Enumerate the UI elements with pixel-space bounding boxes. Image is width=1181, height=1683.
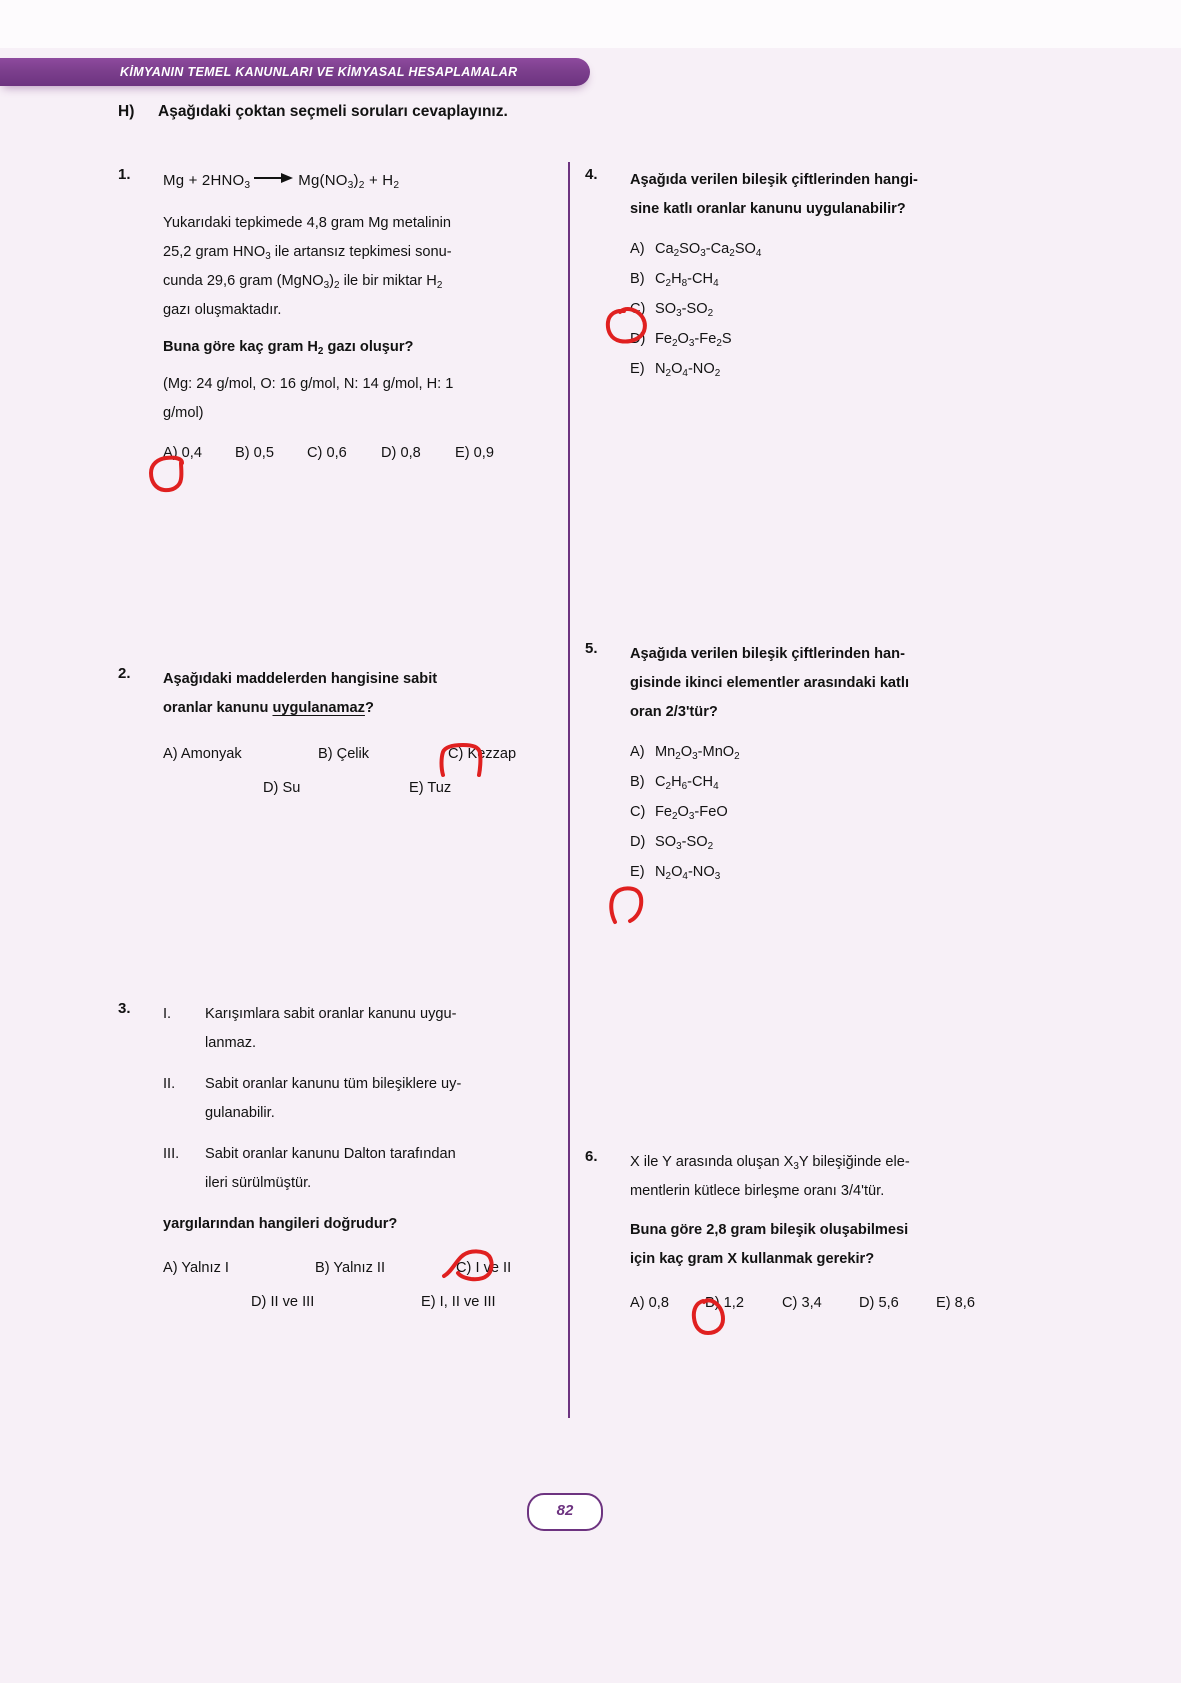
question-2-stem-line-2 [163,694,558,723]
q5-b-label: B) [630,774,645,790]
question-4-option-e[interactable] [630,354,1028,384]
q1-l3-a: cunda 29,6 gram (MgNO [163,273,324,289]
question-3-option-a[interactable]: A) Yalnız I [163,1260,229,1276]
question-6-stem-line-1 [630,1148,1028,1177]
question-3-number: 3. [118,1000,131,1017]
question-5-option-c[interactable] [630,797,1028,827]
question-4-option-b[interactable] [630,264,1028,294]
question-5 [585,640,1025,887]
question-5-stem-line-3: oran 2/3'tür? [630,704,718,720]
eq-product-c-sub: 2 [393,180,400,192]
question-3-item-2 [163,1070,558,1128]
q4-c-label: C) [630,301,646,317]
question-3-option-b[interactable]: B) Yalnız II [315,1260,386,1276]
q1-prompt-a: Buna göre kaç gram H [163,339,318,355]
q5-b-formula: $C_2H_6-CH_4$ [655,774,719,792]
chapter-banner [0,58,590,86]
question-4-number: 4. [585,166,598,183]
question-6-option-b[interactable]: B) 1,2 [705,1295,744,1311]
question-5-option-e[interactable] [630,857,1028,887]
question-4-stem-line-1: Aşağıda verilen bileşik çiftlerinden hangi- [630,172,918,188]
question-6-body [630,1148,1028,1318]
q1-l3-sub3: 2 [436,279,443,291]
page-top-margin [0,0,1181,48]
question-1-options [163,438,558,468]
question-6-option-a[interactable]: A) 0,8 [630,1295,669,1311]
question-1-option-e[interactable]: E) 0,9 [455,445,494,461]
q4-d-label: D) [630,331,646,347]
question-3-options-row-1 [163,1251,558,1285]
question-3-item-1-line-2: lanmaz. [205,1035,257,1051]
question-5-body [630,640,1028,887]
question-2-options-row-2 [163,771,558,805]
question-3-prompt: yargılarından hangileri doğrudur? [163,1216,398,1232]
question-1-text-line-1: Yukarıdaki tepkimede 4,8 gram Mg metalinin [163,215,451,231]
q2-stem-underlined: uygulanamaz [272,700,365,716]
question-2-stem-line-1: Aşağıdaki maddelerden hangisine sabit [163,671,438,687]
q1-l2-a: 25,2 gram HNO [163,244,266,260]
q6-stem-a: X ile Y arasında oluşan X [630,1154,794,1170]
question-6-prompt-line-2: için kaç gram X kullanmak gerekir? [630,1251,875,1267]
question-1-equation [163,166,558,195]
section-heading [118,103,878,121]
question-4-option-c[interactable] [630,294,1028,324]
q5-d-formula: $SO_3-SO_2$ [655,834,714,852]
eq-reactant-sub: 3 [244,180,251,192]
question-3-item-1-line-1: Karışımlara sabit oranlar kanunu uygu- [205,1006,457,1022]
question-2-option-c[interactable]: C) Kezzap [448,746,517,762]
question-3-item-2-roman: II. [163,1076,176,1092]
question-3-item-3-line-2: ileri sürülmüştür. [205,1175,312,1191]
q5-c-label: C) [630,804,646,820]
reaction-arrow-icon [254,173,294,183]
question-5-stem-line-1: Aşağıda verilen bileşik çiftlerinden han- [630,646,905,662]
question-1-option-d[interactable]: D) 0,8 [381,445,421,461]
question-4 [585,166,1025,384]
question-5-options [630,737,1028,887]
q5-c-formula: $Fe_2O_3$-FeO [655,804,728,822]
q1-l3-sub: 3 [323,279,330,291]
column-divider [568,162,570,1418]
question-3-body [163,1000,558,1319]
q2-stem-a: oranlar kanunu [163,700,273,716]
question-6 [585,1148,1025,1318]
question-3-item-3-line-1: Sabit oranlar kanunu Dalton tarafından [205,1146,456,1162]
question-4-body [630,166,1028,384]
q1-prompt-sub: 2 [317,345,324,357]
question-5-option-d[interactable] [630,827,1028,857]
question-5-number: 5. [585,640,598,657]
question-1-text-line-3 [163,267,558,296]
q5-e-label: E) [630,864,645,880]
eq-product-b-sub: 2 [358,180,365,192]
question-1-body [163,166,558,468]
question-4-options [630,234,1028,384]
question-3-item-1 [163,1000,558,1058]
question-6-option-e[interactable]: E) 8,6 [936,1295,975,1311]
question-2-option-e[interactable]: E) Tuz [409,780,452,796]
q5-d-label: D) [630,834,646,850]
question-6-stem-line-2: mentlerin kütlece birleşme oranı 3/4'tür. [630,1183,885,1199]
question-2-number: 2. [118,665,131,682]
question-2-body [163,665,558,805]
q1-l2-b: ile artansız tepkimesi sonu- [270,244,452,260]
question-3-options-row-2 [163,1285,558,1319]
question-1-prompt [163,333,558,362]
question-3-item-2-line-1: Sabit oranlar kanunu tüm bileşiklere uy- [205,1076,462,1092]
question-1-text-line-4: gazı oluşmaktadır. [163,302,282,318]
handwritten-circle-q5 [609,884,657,926]
q1-l2-sub: 3 [265,250,271,262]
question-1-given-line-2: g/mol) [163,405,204,421]
q1-prompt-b: gazı oluşur? [323,339,414,355]
q6-stem-b: Y bileşiğinde ele- [798,1154,910,1170]
question-3-option-c[interactable]: C) I ve II [456,1260,512,1276]
eq-product-b: ) [353,172,359,189]
question-6-option-c[interactable]: C) 3,4 [782,1295,822,1311]
question-3-option-d[interactable]: D) II ve III [251,1294,315,1310]
question-4-stem-line-2: sine katlı oranlar kanunu uygulanabilir? [630,201,906,217]
eq-product-c: + H [364,172,394,189]
question-2-options-row-1 [163,737,558,771]
q4-d-formula: $Fe_2O_3-Fe_2S$ [655,331,732,349]
question-5-option-b[interactable] [630,767,1028,797]
q4-e-formula: $N_2O_4-NO_2$ [655,361,721,379]
q4-b-formula: $C_2H_8-CH_4$ [655,271,719,289]
question-1-option-c[interactable]: C) 0,6 [307,445,347,461]
question-1-option-a[interactable]: A) 0,4 [163,445,202,461]
question-3-item-3 [163,1140,558,1198]
question-5-stem-line-2: gisinde ikinci elementler arasındaki katlı [630,675,910,691]
question-3 [118,1000,558,1319]
eq-product-a: Mg(NO [298,172,348,189]
page-number-badge: 82 [527,1493,603,1531]
question-3-options [163,1251,558,1319]
question-1 [118,166,558,468]
q1-l3-c: ile bir miktar H [339,273,437,289]
question-3-item-3-roman: III. [163,1146,180,1162]
question-5-option-a[interactable] [630,737,1028,767]
question-6-option-d[interactable]: D) 5,6 [859,1295,899,1311]
question-6-options [630,1288,1028,1318]
eq-reactant: Mg + 2HNO [163,172,245,189]
question-6-prompt-line-1: Buna göre 2,8 gram bileşik oluşabilmesi [630,1222,909,1238]
question-1-given-line-1: (Mg: 24 g/mol, O: 16 g/mol, N: 14 g/mol, H: 1 [163,376,454,392]
q4-a-label: A) [630,241,645,257]
eq-product-a-sub: 3 [347,180,354,192]
question-2 [118,665,558,805]
section-letter: H) [118,103,135,120]
question-1-text-line-2 [163,238,558,267]
q6-stem-sub: 3 [793,1160,799,1172]
q4-a-formula: $Ca_2SO_3-Ca_2SO_4$ [655,241,762,259]
q5-a-label: A) [630,744,645,760]
q1-l3-sub2: 2 [334,279,340,291]
question-3-item-2-line-2: gulanabilir. [205,1105,275,1121]
question-1-number: 1. [118,166,131,183]
q1-l3-b: ) [329,273,334,289]
q5-e-formula: $N_2O_4-NO_3$ [655,864,721,882]
question-3-item-1-roman: I. [163,1006,172,1022]
question-4-option-a[interactable] [630,234,1028,264]
q4-b-label: B) [630,271,645,287]
question-3-option-e[interactable]: E) I, II ve III [421,1294,496,1310]
question-6-number: 6. [585,1148,598,1165]
q5-a-formula: $Mn_2O_3-MnO_2$ [655,744,740,762]
question-2-option-d[interactable]: D) Su [263,780,301,796]
question-2-option-b[interactable]: B) Çelik [318,746,370,762]
q4-e-label: E) [630,361,645,377]
q4-c-formula: $SO_3-SO_2$ [655,301,714,319]
question-1-option-b[interactable]: B) 0,5 [235,445,274,461]
question-2-option-a[interactable]: A) Amonyak [163,746,242,762]
q2-stem-b: ? [364,700,374,716]
section-instruction: Aşağıdaki çoktan seçmeli soruları cevaplayınız. [158,103,508,120]
question-4-option-d[interactable] [630,324,1028,354]
banner-title: KİMYANIN TEMEL KANUNLARI VE KİMYASAL HESAPLAMALAR [120,65,518,79]
question-2-options [163,737,558,805]
